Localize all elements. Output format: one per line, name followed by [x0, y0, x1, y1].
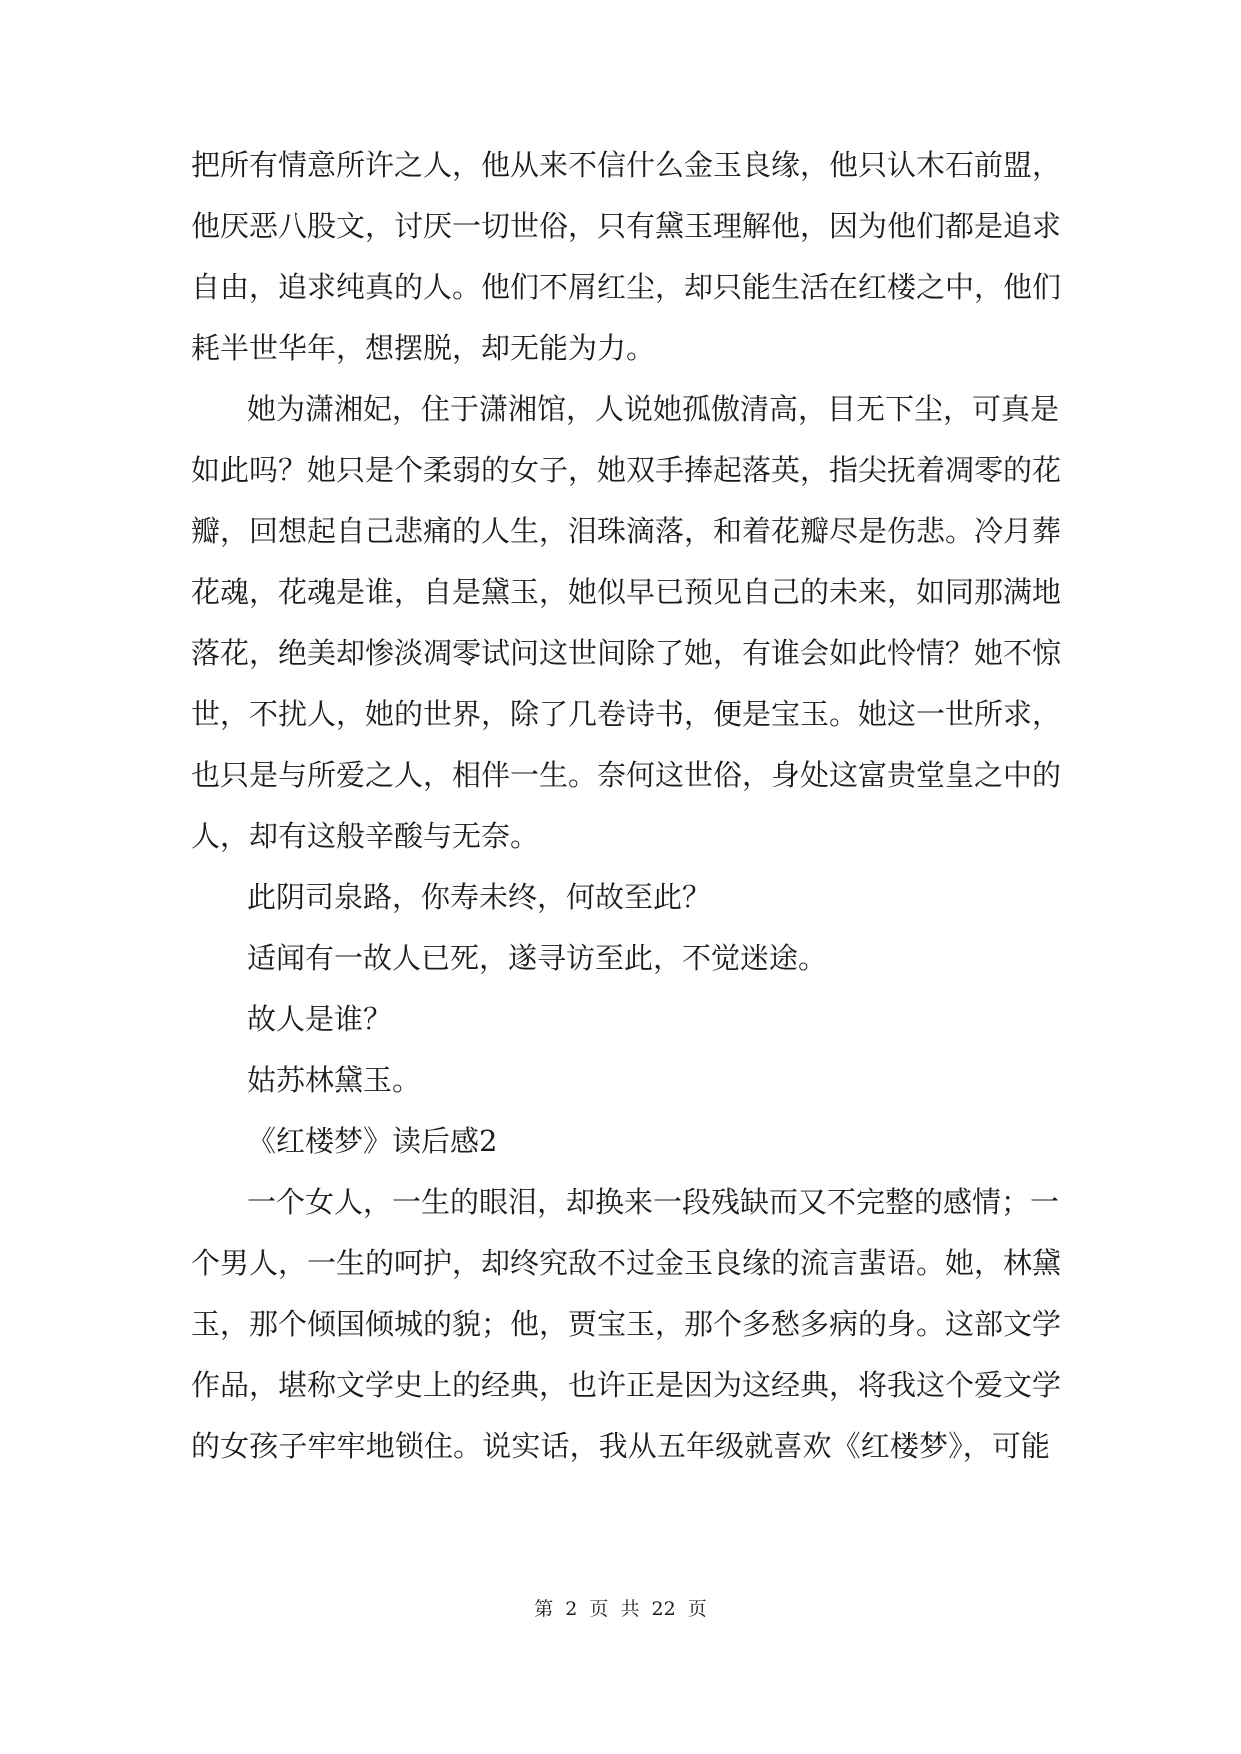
paragraph-2-line-8: 人，却有这般辛酸与无奈。	[191, 819, 540, 853]
dialogue-line-3: 故人是谁？	[247, 1002, 393, 1036]
paragraph-3-line-4: 作品，堪称文学史上的经典，也许正是因为这经典，将我这个爱文学	[191, 1368, 1062, 1402]
section-heading: 《红楼梦》读后感2	[247, 1124, 498, 1158]
paragraph-3-line-1: 一个女人，一生的眼泪，却换来一段残缺而又不完整的感情；一	[247, 1185, 1060, 1219]
dialogue-line-1: 此阴司泉路，你寿未终，何故至此？	[247, 880, 712, 914]
paragraph-2-line-2: 如此吗？她只是个柔弱的女子，她双手捧起落英，指尖抚着凋零的花	[191, 453, 1062, 487]
paragraph-1-line-3: 自由，追求纯真的人。他们不屑红尘，却只能生活在红楼之中，他们	[191, 270, 1062, 304]
paragraph-2-line-3: 瓣，回想起自己悲痛的人生，泪珠滴落，和着花瓣尽是伤悲。冷月葬	[191, 514, 1062, 548]
paragraph-1-line-1: 把所有情意所许之人，他从来不信什么金玉良缘，他只认木石前盟，	[191, 148, 1062, 182]
page-number-footer: 第 2 页 共 22 页	[534, 1598, 707, 1620]
dialogue-line-4: 姑苏林黛玉。	[247, 1063, 422, 1097]
paragraph-3-line-2: 个男人，一生的呵护，却终究敌不过金玉良缘的流言蜚语。她，林黛	[191, 1246, 1062, 1280]
paragraph-1-line-4: 耗半世华年，想摆脱，却无能为力。	[191, 331, 656, 365]
paragraph-2-line-6: 世，不扰人，她的世界，除了几卷诗书，便是宝玉。她这一世所求，	[191, 697, 1062, 731]
dialogue-line-2: 适闻有一故人已死，遂寻访至此，不觉迷途。	[247, 941, 828, 975]
paragraph-2-line-7: 也只是与所爱之人，相伴一生。奈何这世俗，身处这富贵堂皇之中的	[191, 758, 1062, 792]
paragraph-2-line-5: 落花，绝美却惨淡凋零试问这世间除了她，有谁会如此怜情？她不惊	[191, 636, 1062, 670]
paragraph-3-line-5: 的女孩子牢牢地锁住。说实话，我从五年级就喜欢《红楼梦》，可能	[191, 1429, 1050, 1463]
paragraph-2-line-4: 花魂，花魂是谁，自是黛玉，她似早已预见自己的未来，如同那满地	[191, 575, 1062, 609]
paragraph-1-line-2: 他厌恶八股文，讨厌一切世俗，只有黛玉理解他，因为他们都是追求	[191, 209, 1062, 243]
paragraph-2-line-1: 她为潇湘妃，住于潇湘馆，人说她孤傲清高，目无下尘，可真是	[247, 392, 1060, 426]
paragraph-3-line-3: 玉，那个倾国倾城的貌；他，贾宝玉，那个多愁多病的身。这部文学	[191, 1307, 1062, 1341]
